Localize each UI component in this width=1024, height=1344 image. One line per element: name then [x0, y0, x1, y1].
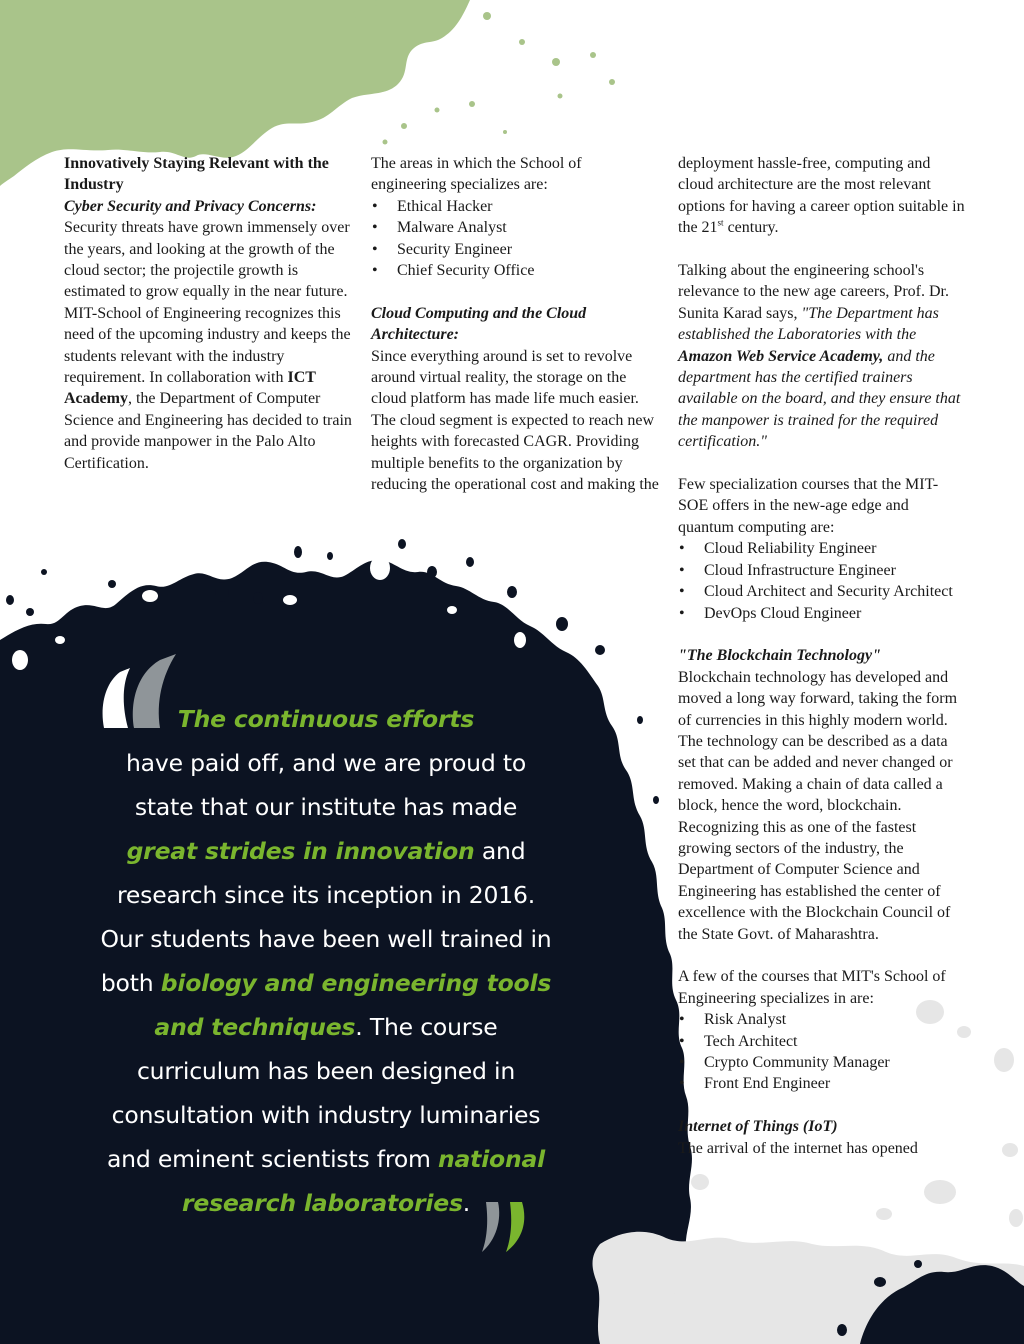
list-item: • Risk Analyst — [678, 1009, 968, 1030]
paragraph: The arrival of the internet has opened — [678, 1139, 918, 1157]
ict-academy-emphasis: ICT Academy — [64, 369, 316, 408]
subsection-heading: Cyber Security and Privacy Concerns: — [64, 197, 317, 215]
specialization-courses-list — [678, 538, 968, 624]
list-item: • Cloud Infrastructure Engineer — [678, 560, 968, 581]
paragraph: Security threats have grown immensely over the years, and looking at the growth of the cloud sector; the projectile growth is estimated to grow equally in the near future. MIT-School of Engineering recognizes this need of the upcoming industry and keeps the students relevant with the industry requirement. In collaboration with ICT Academy, the Department of Computer Science and Engineering has decided to train and provide manpower in the Palo Alto Certification. — [64, 219, 352, 472]
quote-line: state that our institute has made — [134, 793, 518, 821]
quote-line: research laboratories. — [181, 1189, 471, 1217]
section-heading: Innovatively Staying Relevant with the Industry — [64, 155, 329, 194]
paragraph: A few of the courses that MIT's School of Engineering specializes in are: — [678, 968, 946, 1007]
list-item: • Cloud Architect and Security Architect — [678, 581, 968, 602]
list-item: • Tech Architect — [678, 1031, 968, 1052]
subsection-heading: Internet of Things (IoT) — [678, 1118, 838, 1136]
quote-line: research since its inception in 2016. — [116, 881, 536, 909]
list-item: • Security Engineer — [371, 239, 661, 260]
quote-line: curriculum has been designed in — [136, 1057, 516, 1085]
pull-quote — [70, 697, 582, 1225]
paragraph: Since everything around is set to revolve around virtual reality, the storage on the cloud platform has made life much easier. The cloud segment is expected to reach new heights with forecasted CAGR. Providing multiple benefits to the organization by reducing the operational cost and making the — [371, 347, 659, 494]
quote-line: and eminent scientists from national — [106, 1145, 546, 1173]
article-column-2 — [371, 153, 661, 495]
amazon-academy-emphasis: Amazon Web Service Academy, — [678, 347, 884, 365]
paragraph: The areas in which the School of engineering specializes are: — [371, 155, 582, 194]
paragraph: Few specialization courses that the MIT-SOE offers in the new-age edge and quantum computing are: — [678, 476, 939, 536]
paragraph: Blockchain technology has developed and moved a long way forward, taking the form of currencies in this highly modern world. The technology can be described as a data set that can be added and never changed or removed. Making a chain of data called a block, hence the word, blockchain. Recognizing this as one of the fastest growing sectors of the industry, the Department of Computer Science and Engineering has established the center of excellence with the Blockchain Council of the State Govt. of Maharashtra. — [678, 668, 958, 943]
article-column-3 — [678, 153, 968, 1159]
subsection-heading: Cloud Computing and the Cloud Architecture: — [371, 304, 587, 344]
specialization-areas-list — [371, 196, 661, 282]
quote-line: consultation with industry luminaries — [111, 1101, 541, 1129]
list-item: • Chief Security Office — [371, 260, 661, 281]
quote-line: Our students have been well trained in — [100, 925, 552, 953]
paragraph: Talking about the engineering school's relevance to the new age careers, Prof. Dr. Sunita Karad says, "The Department has established the Laboratories with the Amazon Web Service Academy, and the department has the certified trainers available on the board, and they ensure that the manpower is trained for the required certification." — [678, 262, 961, 451]
list-item: • Ethical Hacker — [371, 196, 661, 217]
quote-line: have paid off, and we are proud to — [125, 749, 527, 777]
quote-line: and techniques. The course — [154, 1013, 498, 1041]
list-item: • DevOps Cloud Engineer — [678, 603, 968, 624]
subsection-heading: "The Blockchain Technology" — [678, 647, 881, 665]
quote-line: great strides in innovation and — [126, 837, 526, 865]
list-item: • Cloud Reliability Engineer — [678, 538, 968, 559]
paragraph: deployment hassle-free, computing and cloud architecture are the most relevant options for having a career option suitable in the 21st century. — [678, 155, 965, 237]
list-item: • Malware Analyst — [371, 217, 661, 238]
quote-line: The continuous efforts — [177, 705, 475, 733]
list-item: • Crypto Community Manager — [678, 1052, 968, 1073]
article-column-1 — [64, 153, 354, 474]
quote-line: both biology and engineering tools — [100, 969, 552, 997]
blockchain-courses-list — [678, 1009, 968, 1095]
list-item: • Front End Engineer — [678, 1073, 968, 1094]
